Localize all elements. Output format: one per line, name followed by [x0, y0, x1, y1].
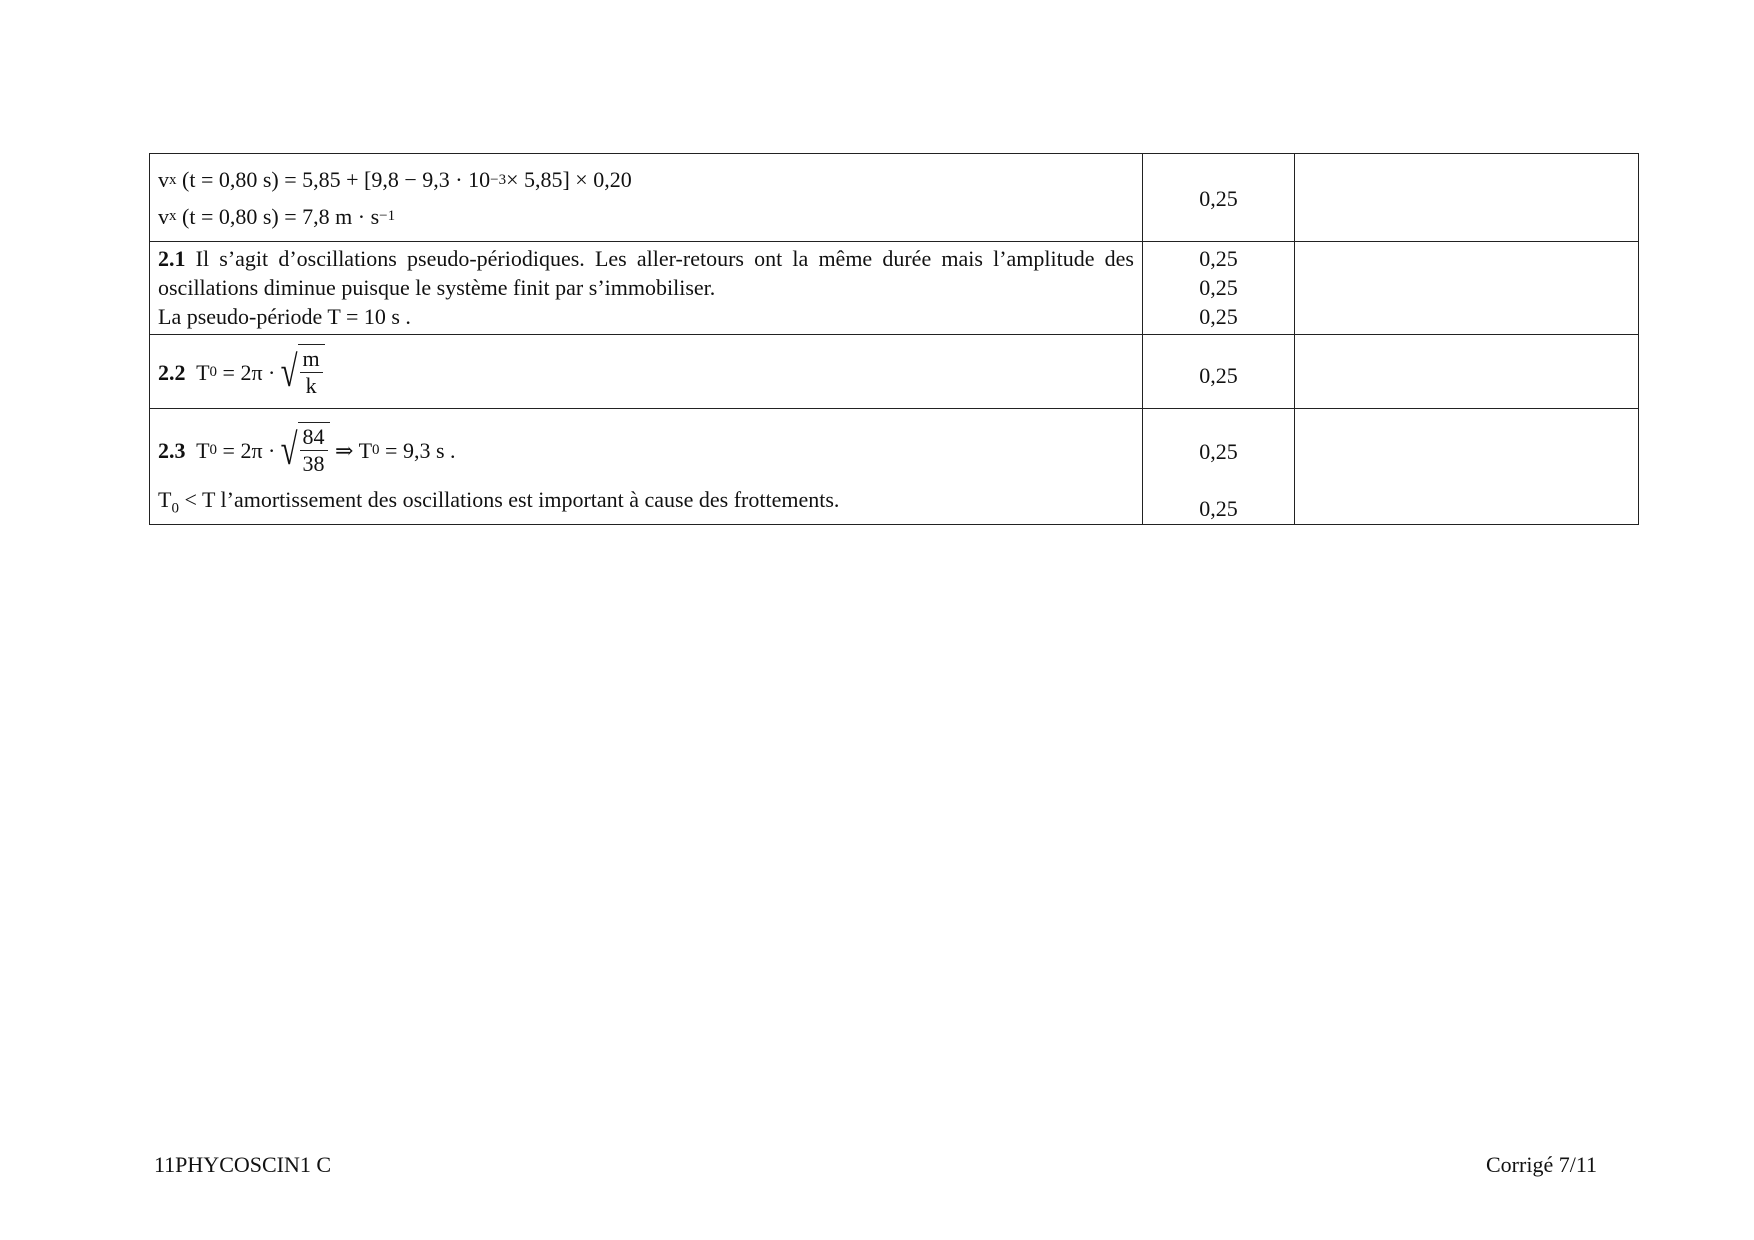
points-cell: [1143, 335, 1295, 409]
table-row-vx: [150, 154, 1639, 242]
table-row-2-1: [150, 242, 1639, 335]
notes-cell: [1295, 409, 1639, 525]
points-cell: [1143, 409, 1295, 525]
answer-cell: [150, 335, 1143, 409]
vx-result-line: v x (t = 0,80 s) = 7,8 m · s −1: [158, 203, 396, 229]
document-code: 11PHYCOSCIN1 C: [154, 1152, 332, 1177]
notes-cell: [1295, 242, 1639, 335]
table-row-2-2: [150, 335, 1639, 409]
notes-cell: [1295, 335, 1639, 409]
pseudo-period-line: La pseudo-période T = 10 s .: [158, 304, 411, 329]
square-root: √ $\frac{84}{38}$: [277, 422, 329, 478]
t0-computation: 2.3 T 0 = 2π · √ $\frac{84}{38}$ ⇒ T 0 = 9,3 s .: [158, 424, 456, 476]
fraction-84-38: $\frac{84}{38}$: [300, 424, 328, 477]
points-value: 0,25: [1199, 186, 1238, 211]
answer-cell: [150, 409, 1143, 525]
page-number: Corrigé 7/11: [1486, 1152, 1597, 1177]
question-number: 2.1: [158, 246, 186, 271]
points-value: 0,25: [1199, 304, 1238, 329]
points-value: 0,25: [1199, 439, 1238, 464]
points-value: 0,25: [1199, 246, 1238, 271]
question-number: 2.2: [158, 359, 186, 385]
correction-table: [149, 153, 1639, 525]
answer-text: Il s’agit d’oscillations pseudo-périodiques. Les aller-retours ont la même durée mais l’amplitude des oscillations diminue puisque le système finit par s’immobiliser.: [158, 246, 1134, 300]
notes-cell: [1295, 154, 1639, 242]
t0-formula: 2.2 T 0 = 2π · √ $\frac{m}{k}$: [158, 344, 1134, 400]
answer-cell: [150, 154, 1143, 242]
answer-cell: [150, 242, 1143, 335]
points-value: 0,25: [1199, 275, 1238, 300]
points-value: 0,25: [1199, 363, 1238, 388]
question-number: 2.3: [158, 437, 186, 463]
points-value: 0,25: [1199, 496, 1238, 521]
table-row-2-3: [150, 409, 1639, 525]
points-cell: [1143, 154, 1295, 242]
vx-formula-line: v x (t = 0,80 s) = 5,85 + [9,8 − 9,3 · 10 −3 × 5,85] × 0,20: [158, 167, 632, 192]
damping-conclusion: $T_0 < T$ l’amortissement des oscillations est important à cause des frottements.: [158, 487, 840, 517]
points-cell: [1143, 242, 1295, 335]
square-root: √ $\frac{m}{k}$: [277, 344, 324, 400]
fraction-m-k: $\frac{m}{k}$: [300, 346, 323, 399]
